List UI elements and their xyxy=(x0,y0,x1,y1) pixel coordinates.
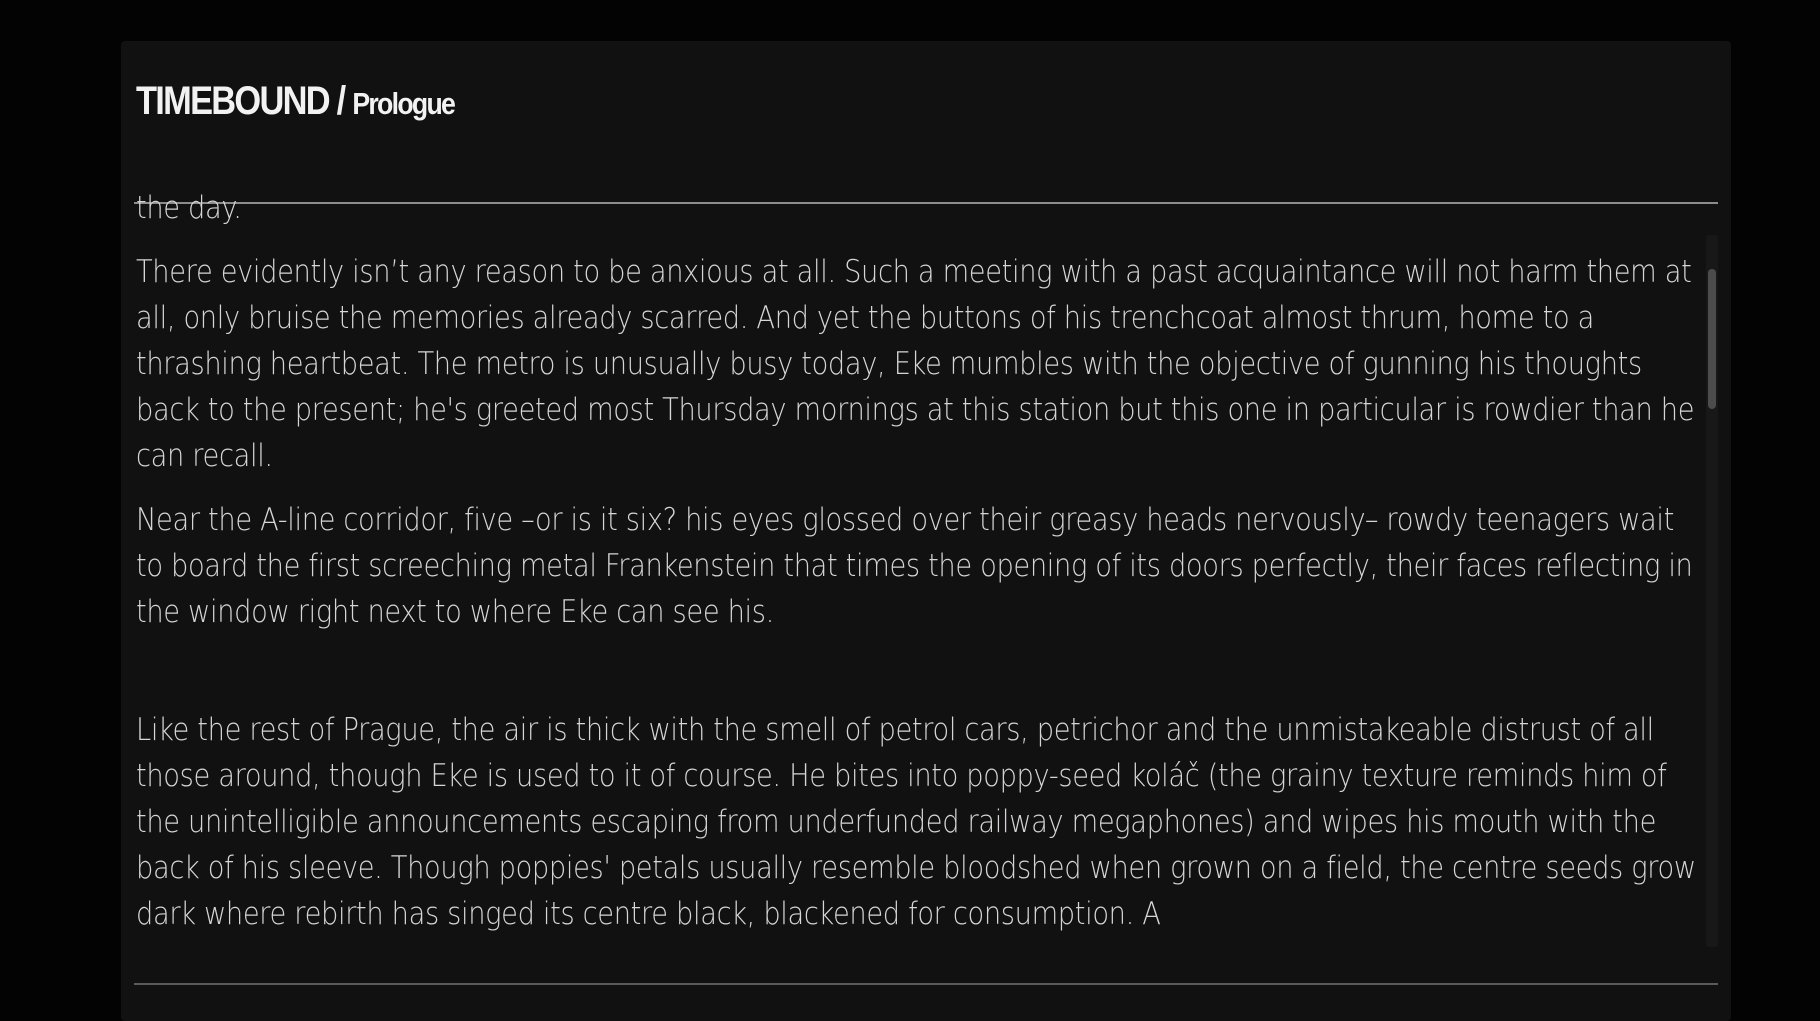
chapter-title: Prologue xyxy=(352,86,455,121)
scrollbar-track[interactable] xyxy=(1706,235,1718,947)
story-title: TIMEBOUND xyxy=(136,79,329,123)
story-scroll-area[interactable] xyxy=(136,190,1706,941)
page-title xyxy=(136,81,454,121)
story-paragraph: Like the rest of Prague, the air is thick with the smell of petrol cars, petrichor and the unmistakeable distrust of all those around, though Eke is used to it of course. He bites into poppy-seed koláč (the grainy texture reminds him of the unintelligible announcements escaping from underfunded railway megaphones) and wipes his mouth with the back of his sleeve. Though poppies' petals usually resemble bloodshed when grown on a field, the centre seeds grow dark where rebirth has singed its centre black, blackened for consumption. A xyxy=(136,712,1696,932)
story-text xyxy=(136,185,1706,937)
footer-divider xyxy=(134,983,1718,985)
story-paragraph: There evidently isn’t any reason to be anxious at all. Such a meeting with a past acquaintance will not harm them at all, only bruise the memories already scarred. And yet the buttons of his trenchcoat almost thrum, home to a thrashing heartbeat. The metro is unusually busy today, Eke mumbles with the objective of gunning his thoughts back to the present; he's greeted most Thursday mornings at this station but this one in particular is rowdier than he can recall. xyxy=(136,254,1695,474)
story-paragraph: Near the A-line corridor, five –or is it six? his eyes glossed over their greasy heads nervously– rowdy teenagers wait to board the first screeching metal Frankenstein that times the opening of its doors perfectly, their faces reflecting in the window right next to where Eke can see his. xyxy=(136,502,1693,630)
chapter-panel xyxy=(121,41,1731,1021)
story-partial-line: the day. xyxy=(136,190,242,226)
title-separator: / xyxy=(328,79,353,123)
scrollbar-thumb[interactable] xyxy=(1708,269,1716,409)
